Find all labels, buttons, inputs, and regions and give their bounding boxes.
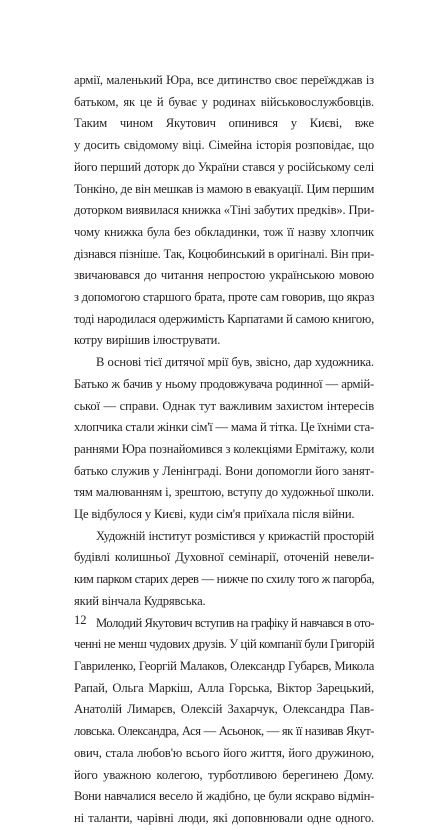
text-line: доторком виявилася книжка «Тіні забутих предків». При- (74, 203, 375, 218)
text-line: ченні не менш чудових друзів. У цій компанії були Григорій (74, 637, 375, 652)
text-line: тям малюванням і, зрештою, вступу до художньої школи. (74, 485, 374, 500)
text-line: Таким чином Якутович опинився у Києві, вже (74, 116, 374, 131)
text-line: батько служив у Ленінграді. Вони допомогли його занят- (74, 463, 374, 478)
paragraph-1 (74, 70, 374, 352)
text-line: Рапай, Ольга Маркіш, Алла Горська, Віктор Зарецький, (74, 680, 374, 695)
text-line: хлопчика стали жінки сім'ї — мама й тітка. Це їхніми ста- (74, 420, 374, 435)
text-line: батьком, як це й буває у родинах військовослужбовців. (74, 94, 374, 109)
text-line: ким парком старих дерев — нижче по схилу того ж пагорба, (74, 572, 374, 587)
text-line: Молодий Якутович вступив на графіку й навчався в ото- (96, 615, 375, 630)
text-line: Батько ж бачив у ньому продовжувача родинної — армій- (74, 376, 374, 391)
text-line: раннями Юра познайомився з колекціями Ермітажу, коли (74, 441, 375, 456)
text-line: Анатолій Лимарєв, Олексій Захарчук, Олександра Пав- (74, 702, 374, 717)
text-line: будівлі колишньої Духовної семінарії, оточеній невели- (74, 550, 374, 565)
paragraph-4 (74, 613, 374, 830)
text-line: звичаювався до читання непростою українською мовою (74, 268, 374, 283)
text-line: Художній інститут розмістився у крижастій просторій (96, 528, 374, 543)
text-line: дізнався пізніше. Так, Коцюбинський в оригіналі. Він при- (74, 246, 374, 261)
text-line: ської — справи. Однак тут важливим захистом інтересів (74, 398, 374, 413)
paragraph-2 (74, 352, 374, 526)
text-line: армії, маленький Юра, все дитинство своє переїжджав із (74, 73, 374, 87)
text-line: В основі тієї дитячої мрії був, звісно, дар художника. (96, 355, 374, 370)
text-line: Гавриленко, Георгій Малаков, Олександр Губарєв, Микола (74, 658, 374, 673)
text-line: тоді народилася одержимість Карпатами й самою книгою, (74, 311, 374, 326)
text-line: ович, стала любов'ю всього його життя, його дружиною, (74, 745, 374, 760)
text-line: ловська. Олександра, Ася — Асьонок, — як її називав Якут- (74, 724, 374, 739)
text-line: Тонкіно, де він мешкав із мамою в евакуації. Цим першим (74, 181, 375, 196)
paragraph-3 (74, 526, 374, 613)
text-line: з допомогою старшого брата, проте сам говорив, що якраз (74, 290, 375, 305)
text-line: у досить свідомому віці. Сімейна історія розповідає, що (74, 138, 374, 153)
body-text (74, 70, 374, 830)
text-line: його уважною колегою, турботливою берегинею Дому. (74, 767, 374, 782)
page-number: 12 (74, 613, 87, 627)
text-line: котру вирішив ілюструвати. (74, 333, 221, 348)
text-line: ні таланти, чарівні люди, які доповнювали одне одного. (74, 810, 374, 825)
text-line: чому книжка була без обкладинки, тож її назву хлопчик (74, 224, 374, 239)
text-line: Це відбулося у Києві, куди сім'я приїхала після війни. (74, 507, 355, 522)
text-line: Вони навчалися весело й жадібно, це були яскраво відмін- (74, 789, 374, 804)
text-line: його перший доторк до України стався у російському селі (74, 159, 374, 174)
text-line: який вінчала Кудрявська. (74, 593, 206, 608)
